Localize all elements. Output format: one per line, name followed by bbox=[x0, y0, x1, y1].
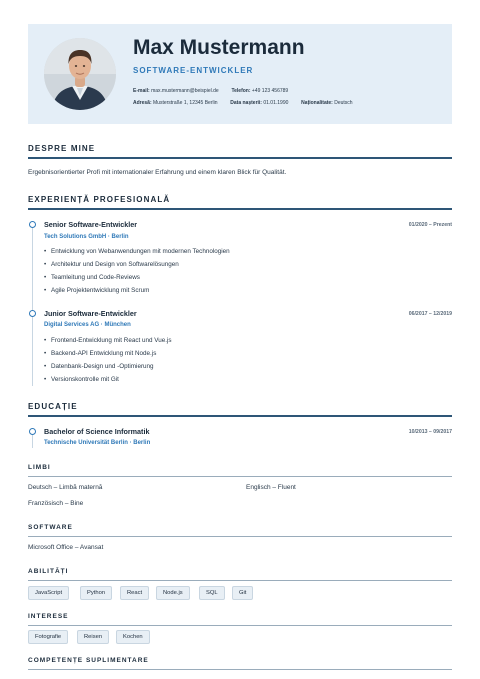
section-heading-additional: COMPETENȚE SUPLIMENTARE bbox=[28, 657, 149, 664]
list-item: • Agile Projektentwicklung mit Scrum bbox=[44, 287, 149, 294]
section-divider bbox=[28, 625, 452, 626]
email-value: max.mustermann@beispiel.de bbox=[151, 88, 219, 94]
section-divider bbox=[28, 580, 452, 581]
contact-row-2 bbox=[133, 100, 353, 106]
software-item: Microsoft Office – Avansat bbox=[28, 544, 104, 551]
profile-photo-image bbox=[44, 38, 116, 110]
education-timeline bbox=[32, 434, 33, 448]
birth-label: Data nașterii: bbox=[230, 100, 262, 106]
timeline-dot bbox=[29, 428, 36, 435]
address-value: Musterstraße 1, 12345 Berlin bbox=[153, 100, 218, 106]
section-divider bbox=[28, 415, 452, 417]
cv-header bbox=[28, 24, 452, 124]
experience-timeline bbox=[32, 226, 33, 386]
list-item: • Entwicklung von Webanwendungen mit modernen Technologien bbox=[44, 248, 230, 255]
job-company: Digital Services AG · München bbox=[44, 322, 131, 328]
phone-value: +49 123 456789 bbox=[251, 88, 289, 94]
language-item: Englisch – Fluent bbox=[246, 484, 296, 491]
job-date: 01/2020 – Prezent bbox=[408, 222, 452, 228]
section-divider bbox=[28, 208, 452, 210]
phone-label: Telefon: bbox=[231, 88, 251, 94]
list-item: • Backend-API Entwicklung mit Node.js bbox=[44, 350, 156, 357]
email-label: E-mail: bbox=[133, 88, 150, 94]
about-text: Ergebnisorientierter Profi mit internationaler Erfahrung und einem klaren Blick für Qualität. bbox=[28, 169, 287, 176]
interest-tag: Kochen bbox=[116, 630, 150, 644]
language-item: Französisch – Bine bbox=[28, 500, 84, 507]
list-item: • Frontend-Entwicklung mit React und Vue.js bbox=[44, 337, 172, 344]
language-item: Deutsch – Limbă maternă bbox=[28, 484, 103, 491]
timeline-dot bbox=[29, 310, 36, 317]
list-item: • Datenbank-Design und -Optimierung bbox=[44, 363, 154, 370]
section-heading-languages: LIMBI bbox=[28, 464, 51, 471]
education-school: Technische Universität Berlin · Berlin bbox=[44, 440, 151, 446]
nationality-label: Naționalitate: bbox=[301, 100, 333, 106]
education-date: 10/2013 – 09/2017 bbox=[408, 429, 452, 435]
nationality-value: Deutsch bbox=[334, 100, 353, 106]
section-heading-experience: EXPERIENȚĂ PROFESIONALĂ bbox=[28, 195, 171, 204]
skill-tag: JavaScript bbox=[28, 586, 69, 600]
job-company: Tech Solutions GmbH · Berlin bbox=[44, 234, 129, 240]
job-date: 06/2017 – 12/2019 bbox=[408, 311, 452, 317]
degree-title: Bachelor of Science Informatik bbox=[44, 427, 150, 436]
full-name: Max Mustermann bbox=[133, 36, 305, 59]
job-title: Senior Software-Entwickler bbox=[44, 220, 138, 229]
job-title: SOFTWARE-ENTWICKLER bbox=[133, 66, 254, 75]
birth-value: 01.01.1990 bbox=[263, 100, 289, 106]
job-title: Junior Software-Entwickler bbox=[44, 309, 137, 318]
list-item: • Versionskontrolle mit Git bbox=[44, 376, 119, 383]
section-heading-interests: INTERESE bbox=[28, 613, 69, 620]
interest-tag: Fotografie bbox=[28, 630, 68, 644]
skill-tag: Node.js bbox=[156, 586, 190, 600]
skill-tag: SQL bbox=[199, 586, 225, 600]
address-label: Adresă: bbox=[133, 100, 152, 106]
skill-tag: Python bbox=[80, 586, 112, 600]
section-heading-skills: ABILITĂȚI bbox=[28, 568, 69, 575]
timeline-dot bbox=[29, 221, 36, 228]
list-item: • Architektur und Design von Softwarelösungen bbox=[44, 261, 179, 268]
section-heading-software: SOFTWARE bbox=[28, 524, 73, 531]
section-divider bbox=[28, 536, 452, 537]
contact-row-1 bbox=[133, 88, 288, 94]
interest-tag: Reisen bbox=[77, 630, 109, 644]
skill-tag: Git bbox=[232, 586, 253, 600]
profile-photo bbox=[44, 38, 116, 110]
section-divider bbox=[28, 669, 452, 670]
section-divider bbox=[28, 476, 452, 477]
section-heading-education: EDUCAȚIE bbox=[28, 402, 78, 411]
list-item: • Teamleitung und Code-Reviews bbox=[44, 274, 140, 281]
section-heading-about: DESPRE MINE bbox=[28, 144, 96, 153]
skill-tag: React bbox=[120, 586, 149, 600]
section-divider bbox=[28, 157, 452, 159]
